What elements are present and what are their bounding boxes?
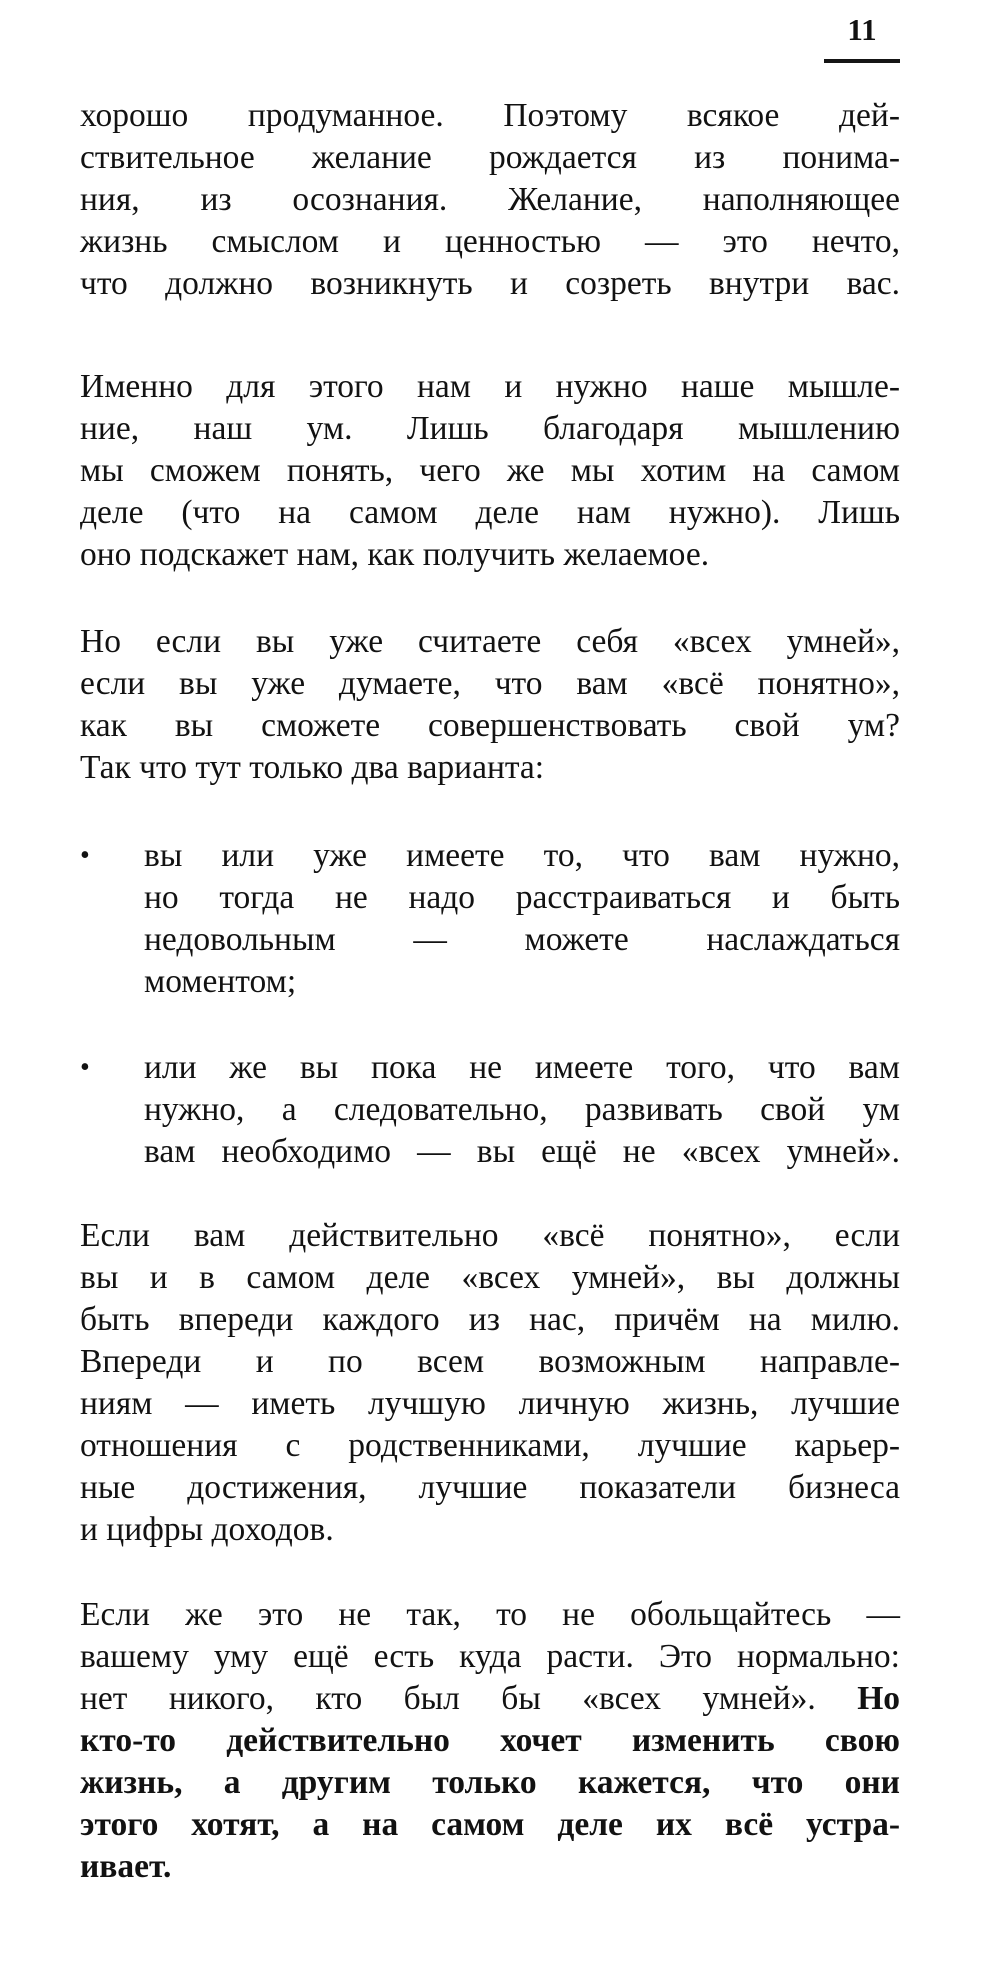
bullet-item-2	[144, 1047, 900, 1173]
text-line: вам необходимо — вы ещё не «всех умней».	[144, 1133, 900, 1170]
text-line: вы или уже имеете то, что вам нужно,	[144, 837, 900, 874]
emphasis-line: ивает.	[80, 1848, 172, 1885]
text-line: деле (что на самом деле нам нужно). Лишь	[80, 494, 900, 531]
text-line: и цифры доходов.	[80, 1511, 334, 1548]
text-line: мы сможем понять, чего же мы хотим на самом	[80, 452, 900, 489]
text-line: Но если вы уже считаете себя «всех умней»,	[80, 623, 900, 660]
text-line: ниям — иметь лучшую личную жизнь, лучшие	[80, 1385, 900, 1422]
text-line: недовольным — можете наслаждаться	[144, 921, 900, 958]
bullet-marker: •	[80, 840, 90, 871]
bullet-item-1	[144, 835, 900, 1003]
paragraph-4	[80, 1215, 900, 1551]
text-line: если вы уже думаете, что вам «всё понятно»,	[80, 665, 900, 702]
text-line: Так что тут только два варианта:	[80, 749, 545, 786]
text-line: Если вам действительно «всё понятно», если	[80, 1217, 900, 1254]
text-line: Если же это не так, то не обольщайтесь —	[80, 1596, 900, 1633]
text-line: Именно для этого нам и нужно наше мышле-	[80, 368, 900, 405]
emphasis-line: этого хотят, а на самом деле их всё устра-	[80, 1806, 900, 1843]
text-line: ствительное желание рождается из понима-	[80, 139, 900, 176]
emphasis-line: кто-то действительно хочет изменить свою	[80, 1722, 900, 1759]
text-line: что должно возникнуть и созреть внутри вас.	[80, 265, 900, 302]
paragraph-3	[80, 621, 900, 789]
bullet-marker: •	[80, 1052, 90, 1083]
emphasis-text: Но	[815, 1680, 900, 1717]
text-line: нужно, а следовательно, развивать свой ум	[144, 1091, 900, 1128]
text-line: отношения с родственниками, лучшие карьер-	[80, 1427, 900, 1464]
text-line: Впереди и по всем возможным направле-	[80, 1343, 900, 1380]
text-line: ния, из осознания. Желание, наполняющее	[80, 181, 900, 218]
paragraph-2	[80, 366, 900, 576]
text-line	[80, 1678, 900, 1720]
header-rule	[824, 59, 900, 63]
text-line: ные достижения, лучшие показатели бизнеса	[80, 1469, 900, 1506]
paragraph-5	[80, 1594, 900, 1888]
text-line: или же вы пока не имеете того, что вам	[144, 1049, 900, 1086]
text-line: вашему уму ещё есть куда расти. Это нормально:	[80, 1638, 900, 1675]
text-line: вы и в самом деле «всех умней», вы должны	[80, 1259, 900, 1296]
text-line: быть впереди каждого из нас, причём на милю.	[80, 1301, 900, 1338]
paragraph-1	[80, 95, 900, 305]
page-number: 11	[847, 12, 877, 47]
text-line: но тогда не надо расстраиваться и быть	[144, 879, 900, 916]
text-line: жизнь смыслом и ценностью — это нечто,	[80, 223, 900, 260]
text-line: хорошо продуманное. Поэтому всякое дей-	[80, 97, 900, 134]
text-segment: нет никого, кто был бы «всех умней».	[80, 1680, 816, 1717]
text-line: ние, наш ум. Лишь благодаря мышлению	[80, 410, 900, 447]
emphasis-line: жизнь, а другим только кажется, что они	[80, 1764, 900, 1801]
text-line: оно подскажет нам, как получить желаемое.	[80, 536, 710, 573]
text-line: как вы сможете совершенствовать свой ум?	[80, 707, 900, 744]
text-line: моментом;	[144, 963, 297, 1000]
